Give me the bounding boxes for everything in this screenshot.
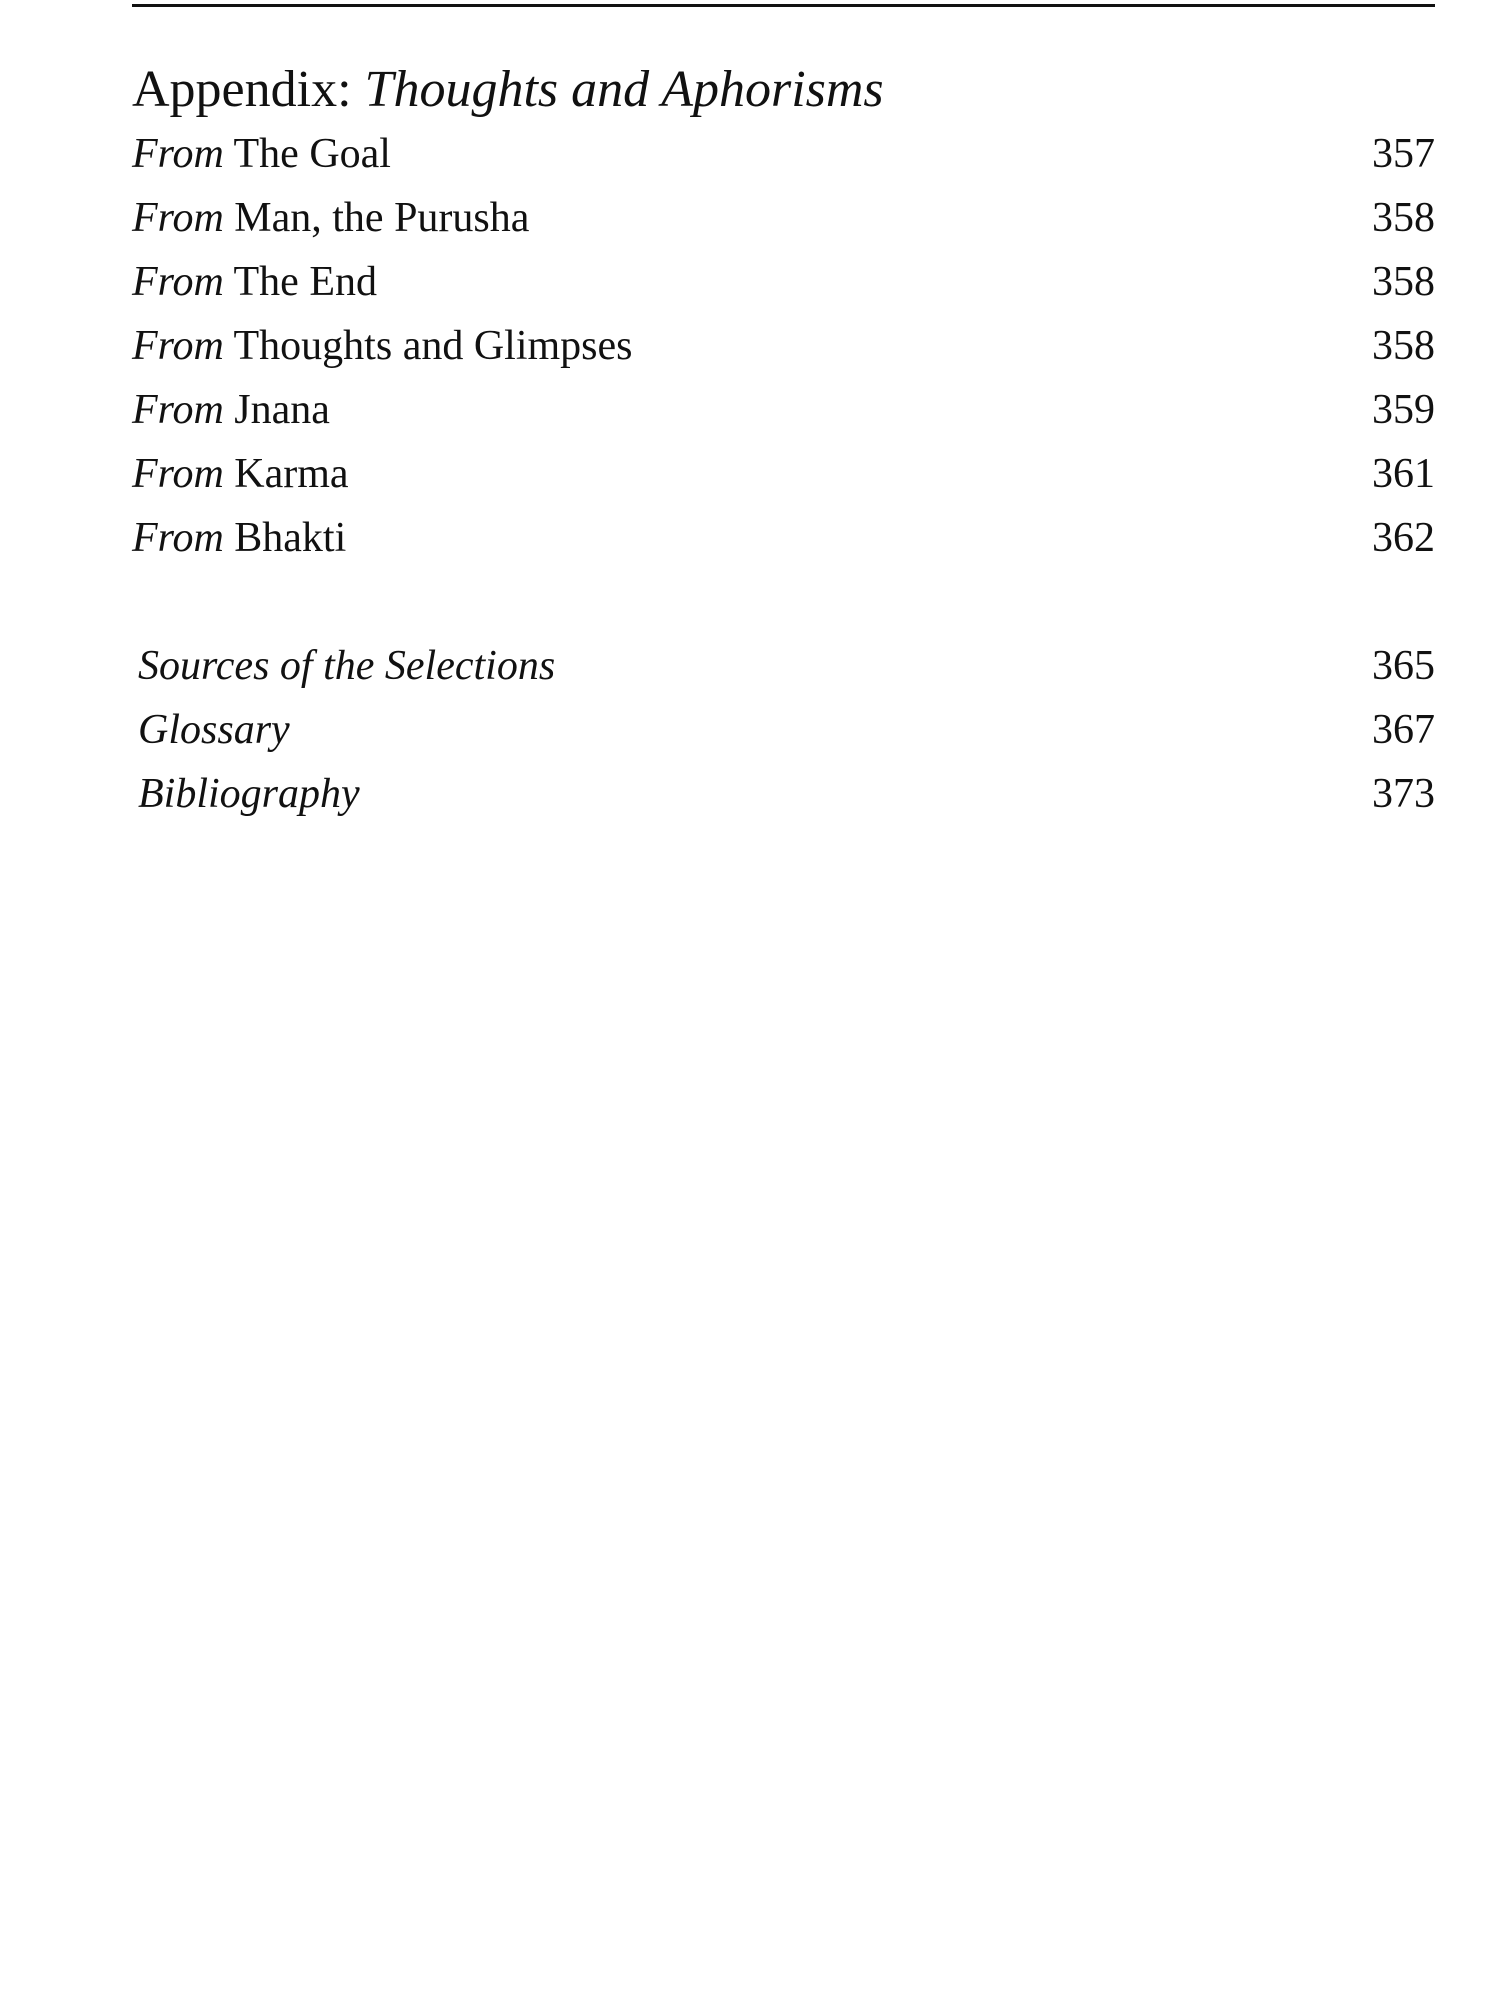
toc-entry-prefix: From [132, 387, 224, 433]
toc-entry-name: Karma [234, 451, 349, 497]
top-rule [132, 4, 1435, 7]
toc-entry-prefix: From [132, 451, 224, 497]
toc-entry-prefix: From [132, 259, 224, 305]
back-matter-title: Bibliography [138, 771, 360, 817]
toc-entry-name: Man, the Purusha [234, 195, 530, 241]
toc-entry-prefix: From [132, 515, 224, 561]
toc-entry-page: 358 [1372, 323, 1435, 369]
back-matter-title: Glossary [138, 707, 290, 753]
back-matter-page: 365 [1372, 643, 1435, 689]
toc-entry [132, 186, 1435, 250]
toc-entry-title [132, 250, 377, 314]
back-matter-entry [132, 762, 1435, 826]
toc-entry-title [132, 506, 346, 570]
toc-entry-name: Thoughts and Glimpses [233, 323, 633, 369]
toc-entry-name: The End [233, 259, 377, 305]
toc-entry-page: 362 [1372, 515, 1435, 561]
toc-entry-title [132, 314, 633, 378]
toc-entry [132, 442, 1435, 506]
back-matter-entry [132, 698, 1435, 762]
toc-entry-page: 357 [1372, 131, 1435, 177]
back-matter-page: 373 [1372, 771, 1435, 817]
toc-entry [132, 314, 1435, 378]
appendix-heading-title: Thoughts and Aphorisms [364, 61, 884, 118]
back-matter-entry [132, 634, 1435, 698]
toc-entry-prefix: From [132, 131, 224, 177]
toc-entry-title [132, 378, 330, 442]
toc-entry-page: 361 [1372, 451, 1435, 497]
toc-entry-title [132, 442, 349, 506]
section-gap [132, 570, 1435, 634]
back-matter-title: Sources of the Selections [138, 643, 556, 689]
toc-entry-title [132, 186, 529, 250]
toc-entry [132, 506, 1435, 570]
toc-entry-page: 359 [1372, 387, 1435, 433]
toc-entry-name: The Goal [233, 131, 391, 177]
back-matter-page: 367 [1372, 707, 1435, 753]
toc-entry-prefix: From [132, 323, 224, 369]
toc-entry [132, 122, 1435, 186]
appendix-heading-prefix: Appendix: [132, 61, 365, 118]
table-of-contents [132, 58, 1435, 826]
toc-entry-name: Bhakti [234, 515, 347, 561]
toc-entry-prefix: From [132, 195, 224, 241]
toc-entry-page: 358 [1372, 259, 1435, 305]
toc-entry-name: Jnana [234, 387, 330, 433]
toc-entry [132, 378, 1435, 442]
back-matter-list [132, 634, 1435, 826]
appendix-heading [132, 58, 1435, 122]
toc-entry [132, 250, 1435, 314]
toc-entry-page: 358 [1372, 195, 1435, 241]
toc-entry-title [132, 122, 391, 186]
